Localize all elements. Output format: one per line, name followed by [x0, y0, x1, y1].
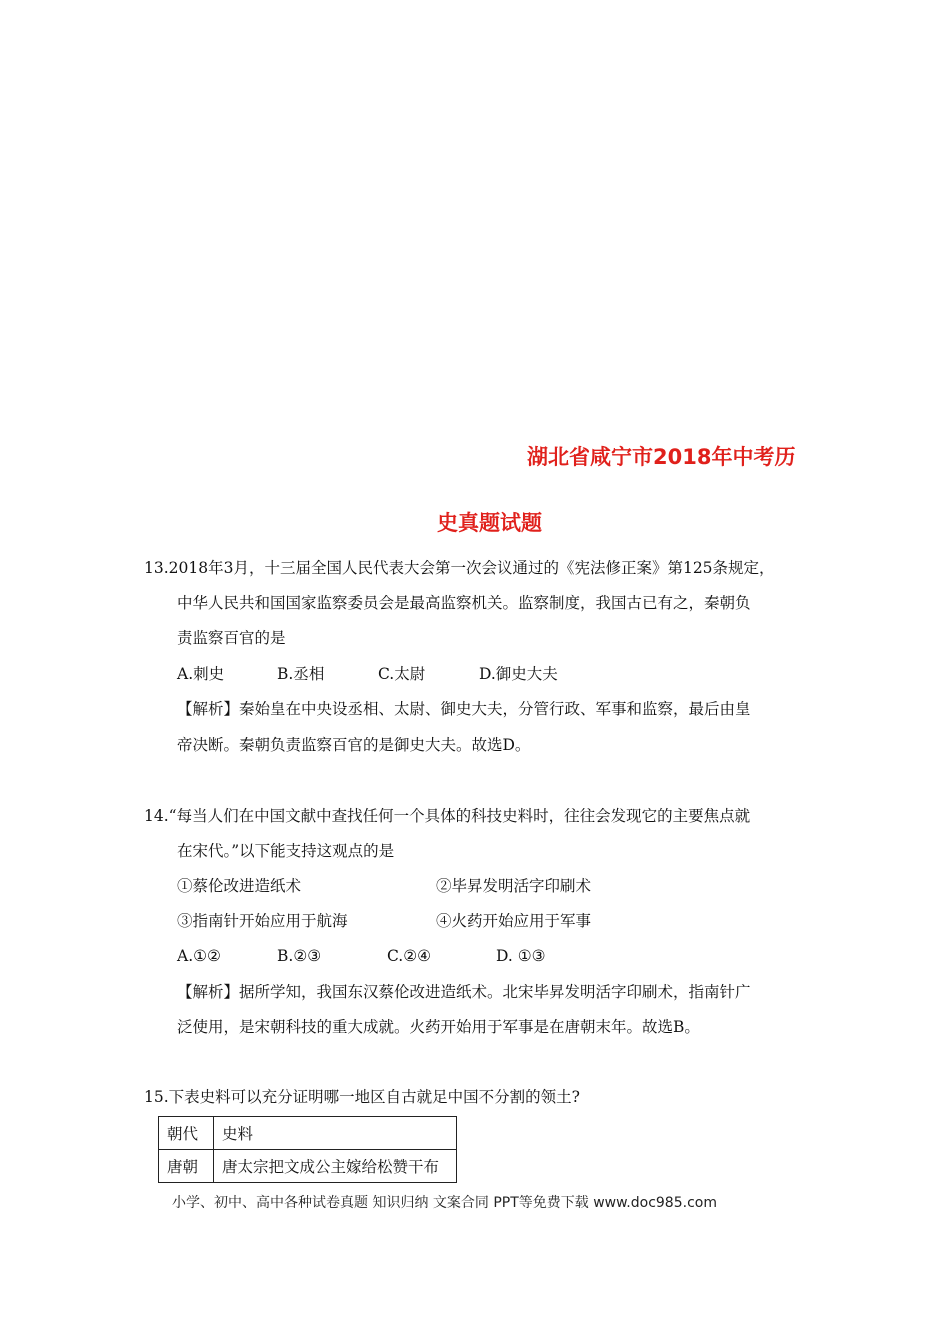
question-text-line: 中华人民共和国国家监察委员会是最高监察机关。监察制度，我国古已有之，秦朝负: [177, 594, 751, 612]
question-text-line: 13.2018年3月，十三届全国人民代表大会第一次会议通过的《宪法修正案》第125条规定，: [144, 559, 775, 577]
option-d: D.御史大夫: [479, 665, 558, 683]
option-b: B.丞相: [277, 665, 325, 683]
question-text-line: 15.下表史料可以充分证明哪一地区自古就足中国不分割的领土?: [144, 1088, 580, 1106]
analysis-line: 【解析】据所学知，我国东汉蔡伦改进造纸术。北宋毕昇发明活字印刷术，指南针广: [177, 983, 751, 1001]
option-a: A.刺史: [177, 665, 225, 683]
option-c: C.②④: [387, 947, 432, 965]
table-row: [159, 1150, 457, 1183]
table-header-cell: 朝代: [159, 1117, 214, 1150]
footer-text: 小学、初中、高中各种试卷真题 知识归纳 文案合同 PPT等免费下载 www.doc985.com: [172, 1195, 717, 1211]
question-text-line: 14.“每当人们在中国文献中查找任何一个具体的科技史料时，往往会发现它的主要焦点就: [144, 807, 751, 825]
statement-item: ②毕昇发明活字印刷术: [436, 877, 592, 895]
statement-item: ④火药开始应用于军事: [436, 912, 592, 930]
source-table: [158, 1116, 457, 1183]
question-text-line: 责监察百官的是: [177, 629, 286, 647]
option-c: C.太尉: [378, 665, 426, 683]
table-cell: 唐朝: [159, 1150, 214, 1183]
table-cell: 唐太宗把文成公主嫁给松赞干布: [214, 1150, 457, 1183]
option-b: B.②③: [277, 947, 322, 965]
table-header-row: [159, 1117, 457, 1150]
option-a: A.①②: [177, 947, 221, 965]
statement-item: ①蔡伦改进造纸术: [177, 877, 302, 895]
analysis-line: 【解析】秦始皇在中央设丞相、太尉、御史大夫，分管行政、军事和监察，最后由皇: [177, 700, 751, 718]
statement-item: ③指南针开始应用于航海: [177, 912, 348, 930]
analysis-line: 泛使用，是宋朝科技的重大成就。火药开始用于军事是在唐朝末年。故选B。: [177, 1018, 700, 1036]
title-line-2: 史真题试题: [437, 511, 542, 535]
title-line-1: 湖北省咸宁市2018年中考历: [527, 445, 796, 469]
question-text-line: 在宋代。”以下能支持这观点的是: [177, 842, 395, 860]
table-header-cell: 史料: [214, 1117, 457, 1150]
option-d: D. ①③: [496, 947, 546, 965]
analysis-line: 帝决断。秦朝负责监察百官的是御史大夫。故选D。: [177, 736, 531, 754]
